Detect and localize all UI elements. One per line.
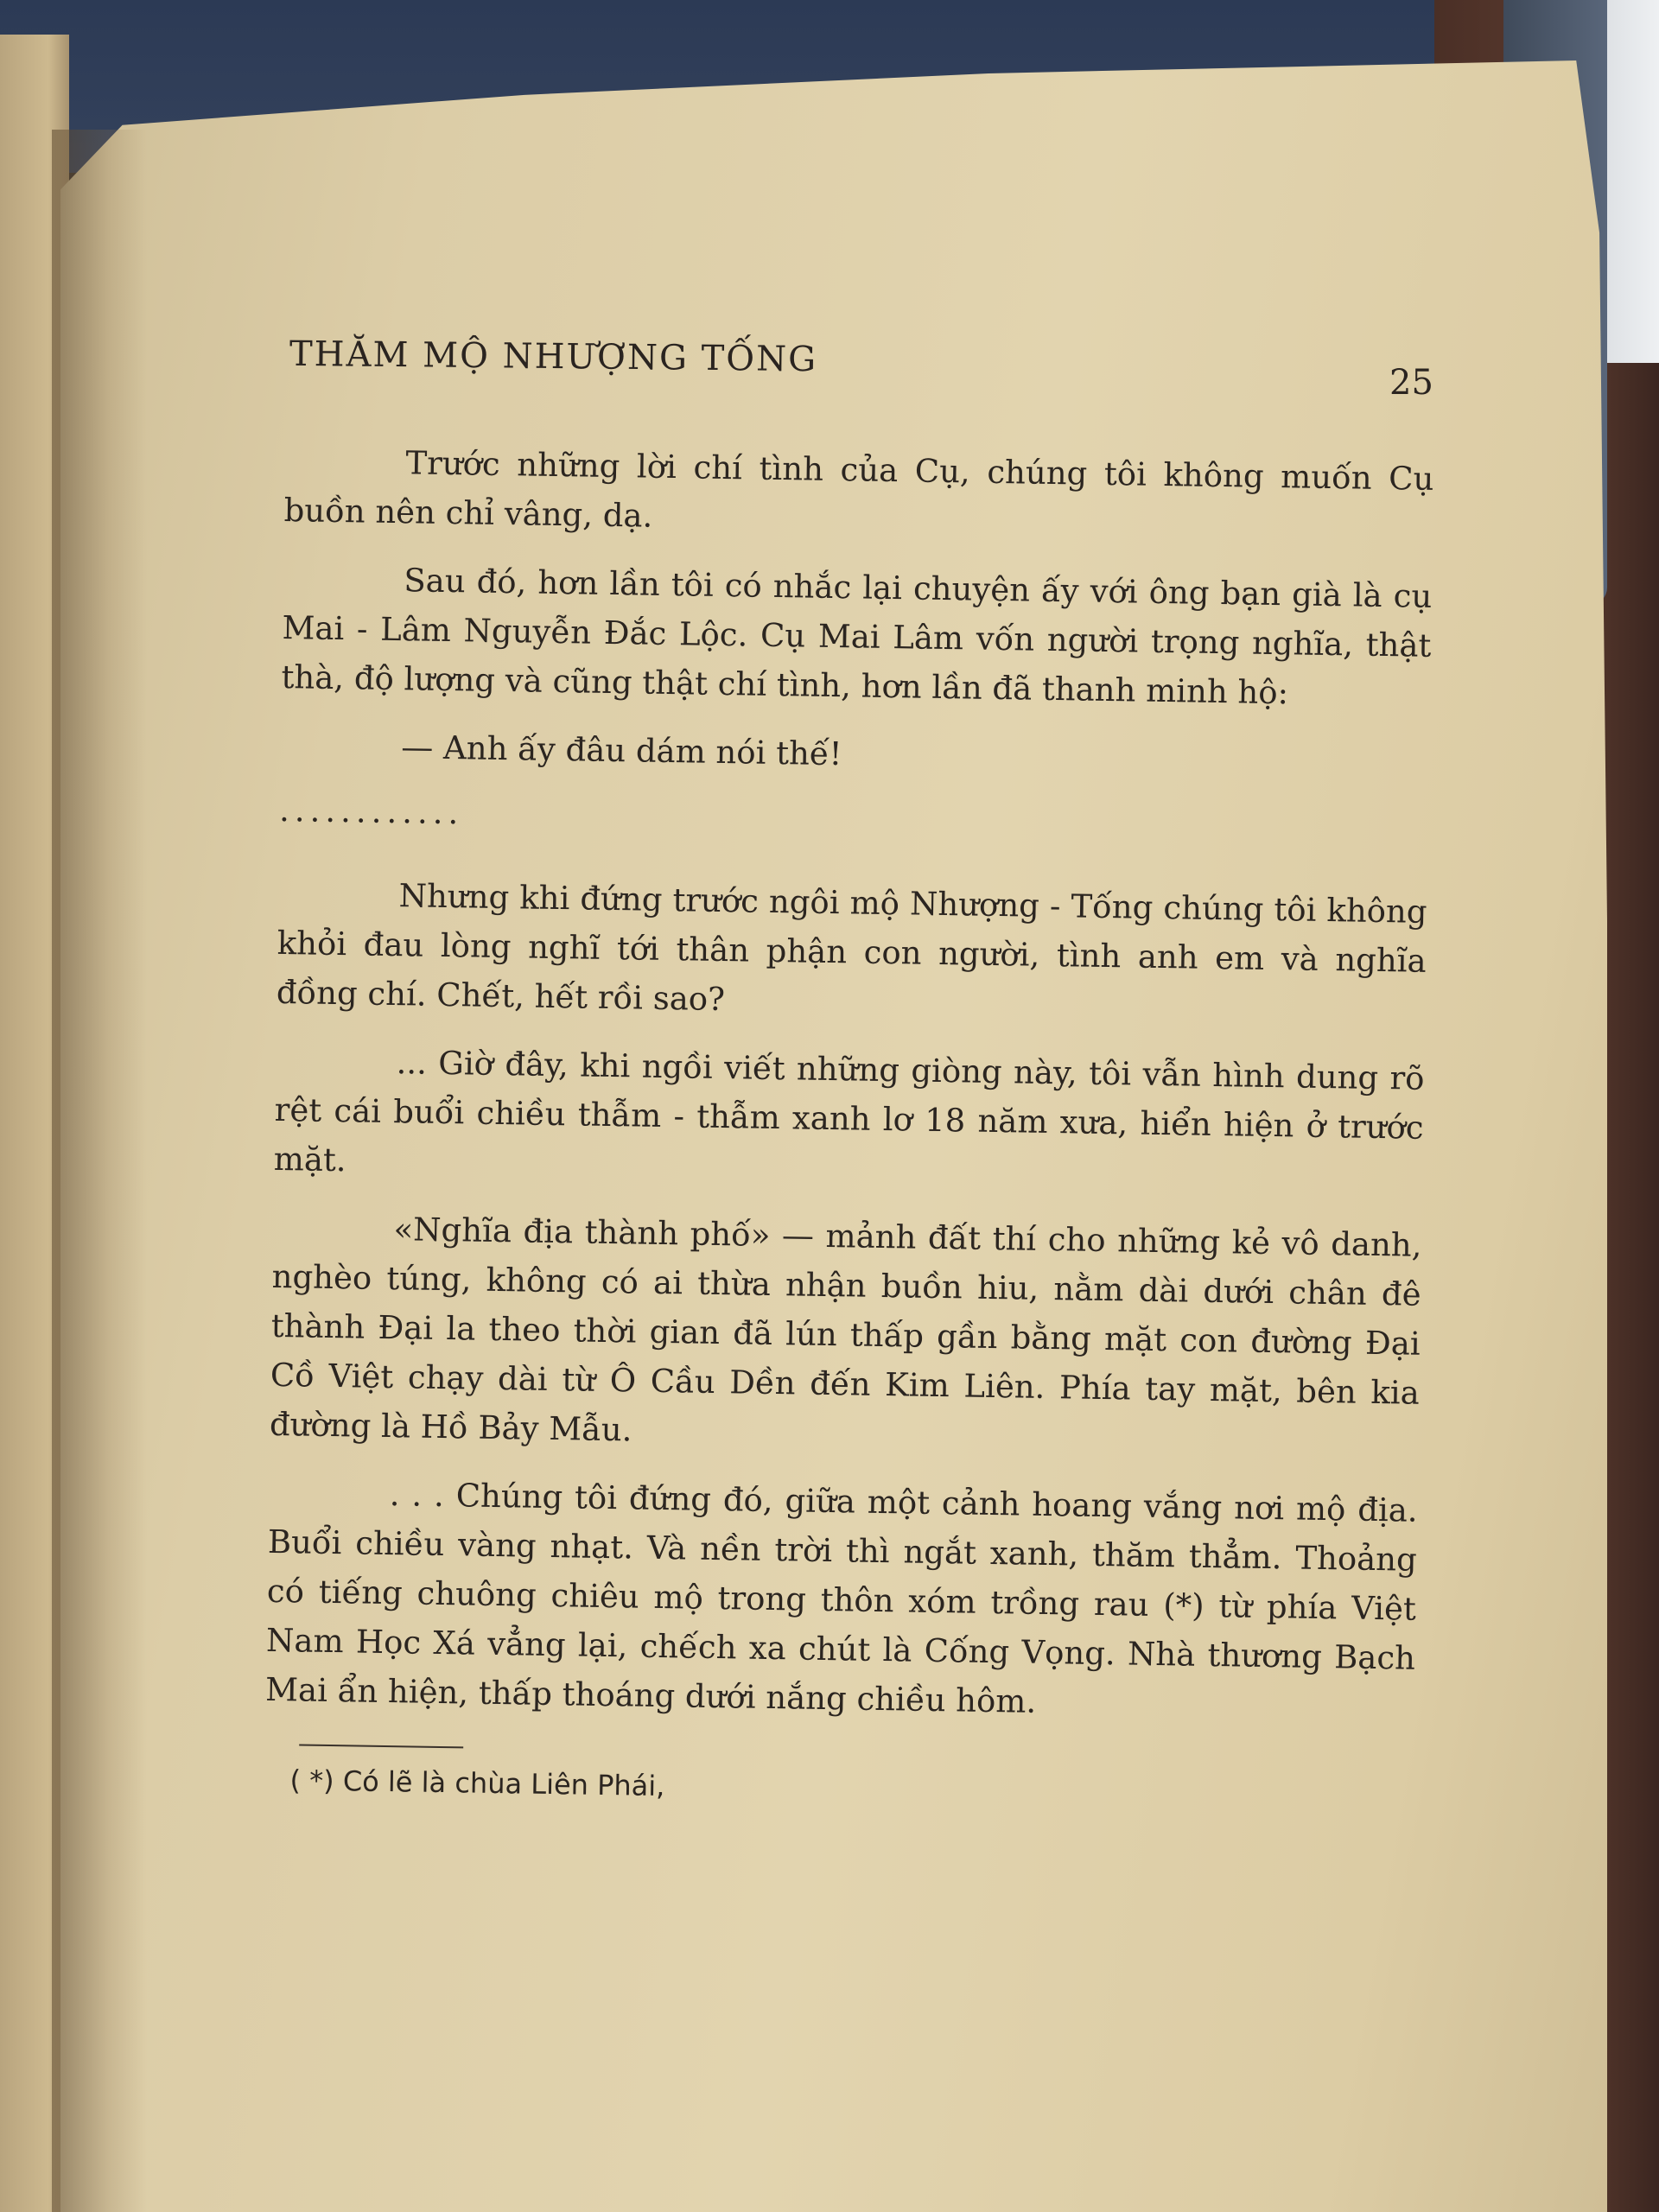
paragraph: Nhưng khi đứng trước ngôi mộ Nhượng - Tống chúng tôi không khỏi đau lòng nghĩ tới thân phận con người, tình anh em và nghĩa đồng chí. Chết, hết rồi sao? (276, 877, 1427, 1019)
page-gutter-shadow (52, 130, 147, 2212)
page-number: 25 (1389, 363, 1433, 403)
paragraph: ... Giờ đây, khi ngồi viết những giòng này, tôi vẫn hình dung rõ rệt cái buổi chiều thẫm - thẫm xanh lơ 18 năm xưa, hiển hiện ở trước mặt. (273, 1044, 1425, 1179)
paragraph: . . . Chúng tôi đứng đó, giữa một cảnh hoang vắng nơi mộ địa. Buổi chiều vàng nhạt. Và nền trời thì ngắt xanh, thăm thẳm. Thoảng có tiếng chuông chiêu mộ trong thôn xóm trồng rau (*) từ phía Việt Nam Học Xá vẳng lại, chếch xa chút là Cống Vọng. Nhà thương Bạch Mai ẩn hiện, thấp thoáng dưới nắng chiều hôm. (264, 1476, 1418, 1720)
paragraph: Sau đó, hơn lần tôi có nhắc lại chuyện ấy với ông bạn già là cụ Mai - Lâm Nguyễn Đắc Lộc. Cụ Mai Lâm vốn người trọng nghĩa, thật thà, độ lượng và cũng thật chí tình, hơn lần đã thanh minh hộ: (281, 562, 1433, 712)
body-text (264, 436, 1434, 1823)
paragraph: Trước những lời chí tình của Cụ, chúng tôi không muốn Cụ buồn nên chỉ vâng, dạ. (283, 444, 1434, 535)
dialogue-line: — Anh ấy đâu dám nói thế! (401, 728, 842, 773)
section-break-dots: ............ (278, 791, 464, 832)
footnote-rule (299, 1744, 463, 1748)
footnote: ( *) Có lẽ là chùa Liên Phái, (289, 1764, 665, 1803)
running-head: THĂM MỘ NHƯỢNG TỐNG (289, 334, 818, 380)
paragraph: «Nghĩa địa thành phố» — mảnh đất thí cho những kẻ vô danh, nghèo túng, không có ai thừa nhận buồn hiu, nằm dài dưới chân đê thành Đại la theo thời gian đã lún thấp gần bằng mặt con đường Đại Cồ Việt chạy dài từ Ô Cầu Dền đến Kim Liên. Phía tay mặt, bên kia đường là Hồ Bảy Mẫu. (269, 1211, 1422, 1449)
